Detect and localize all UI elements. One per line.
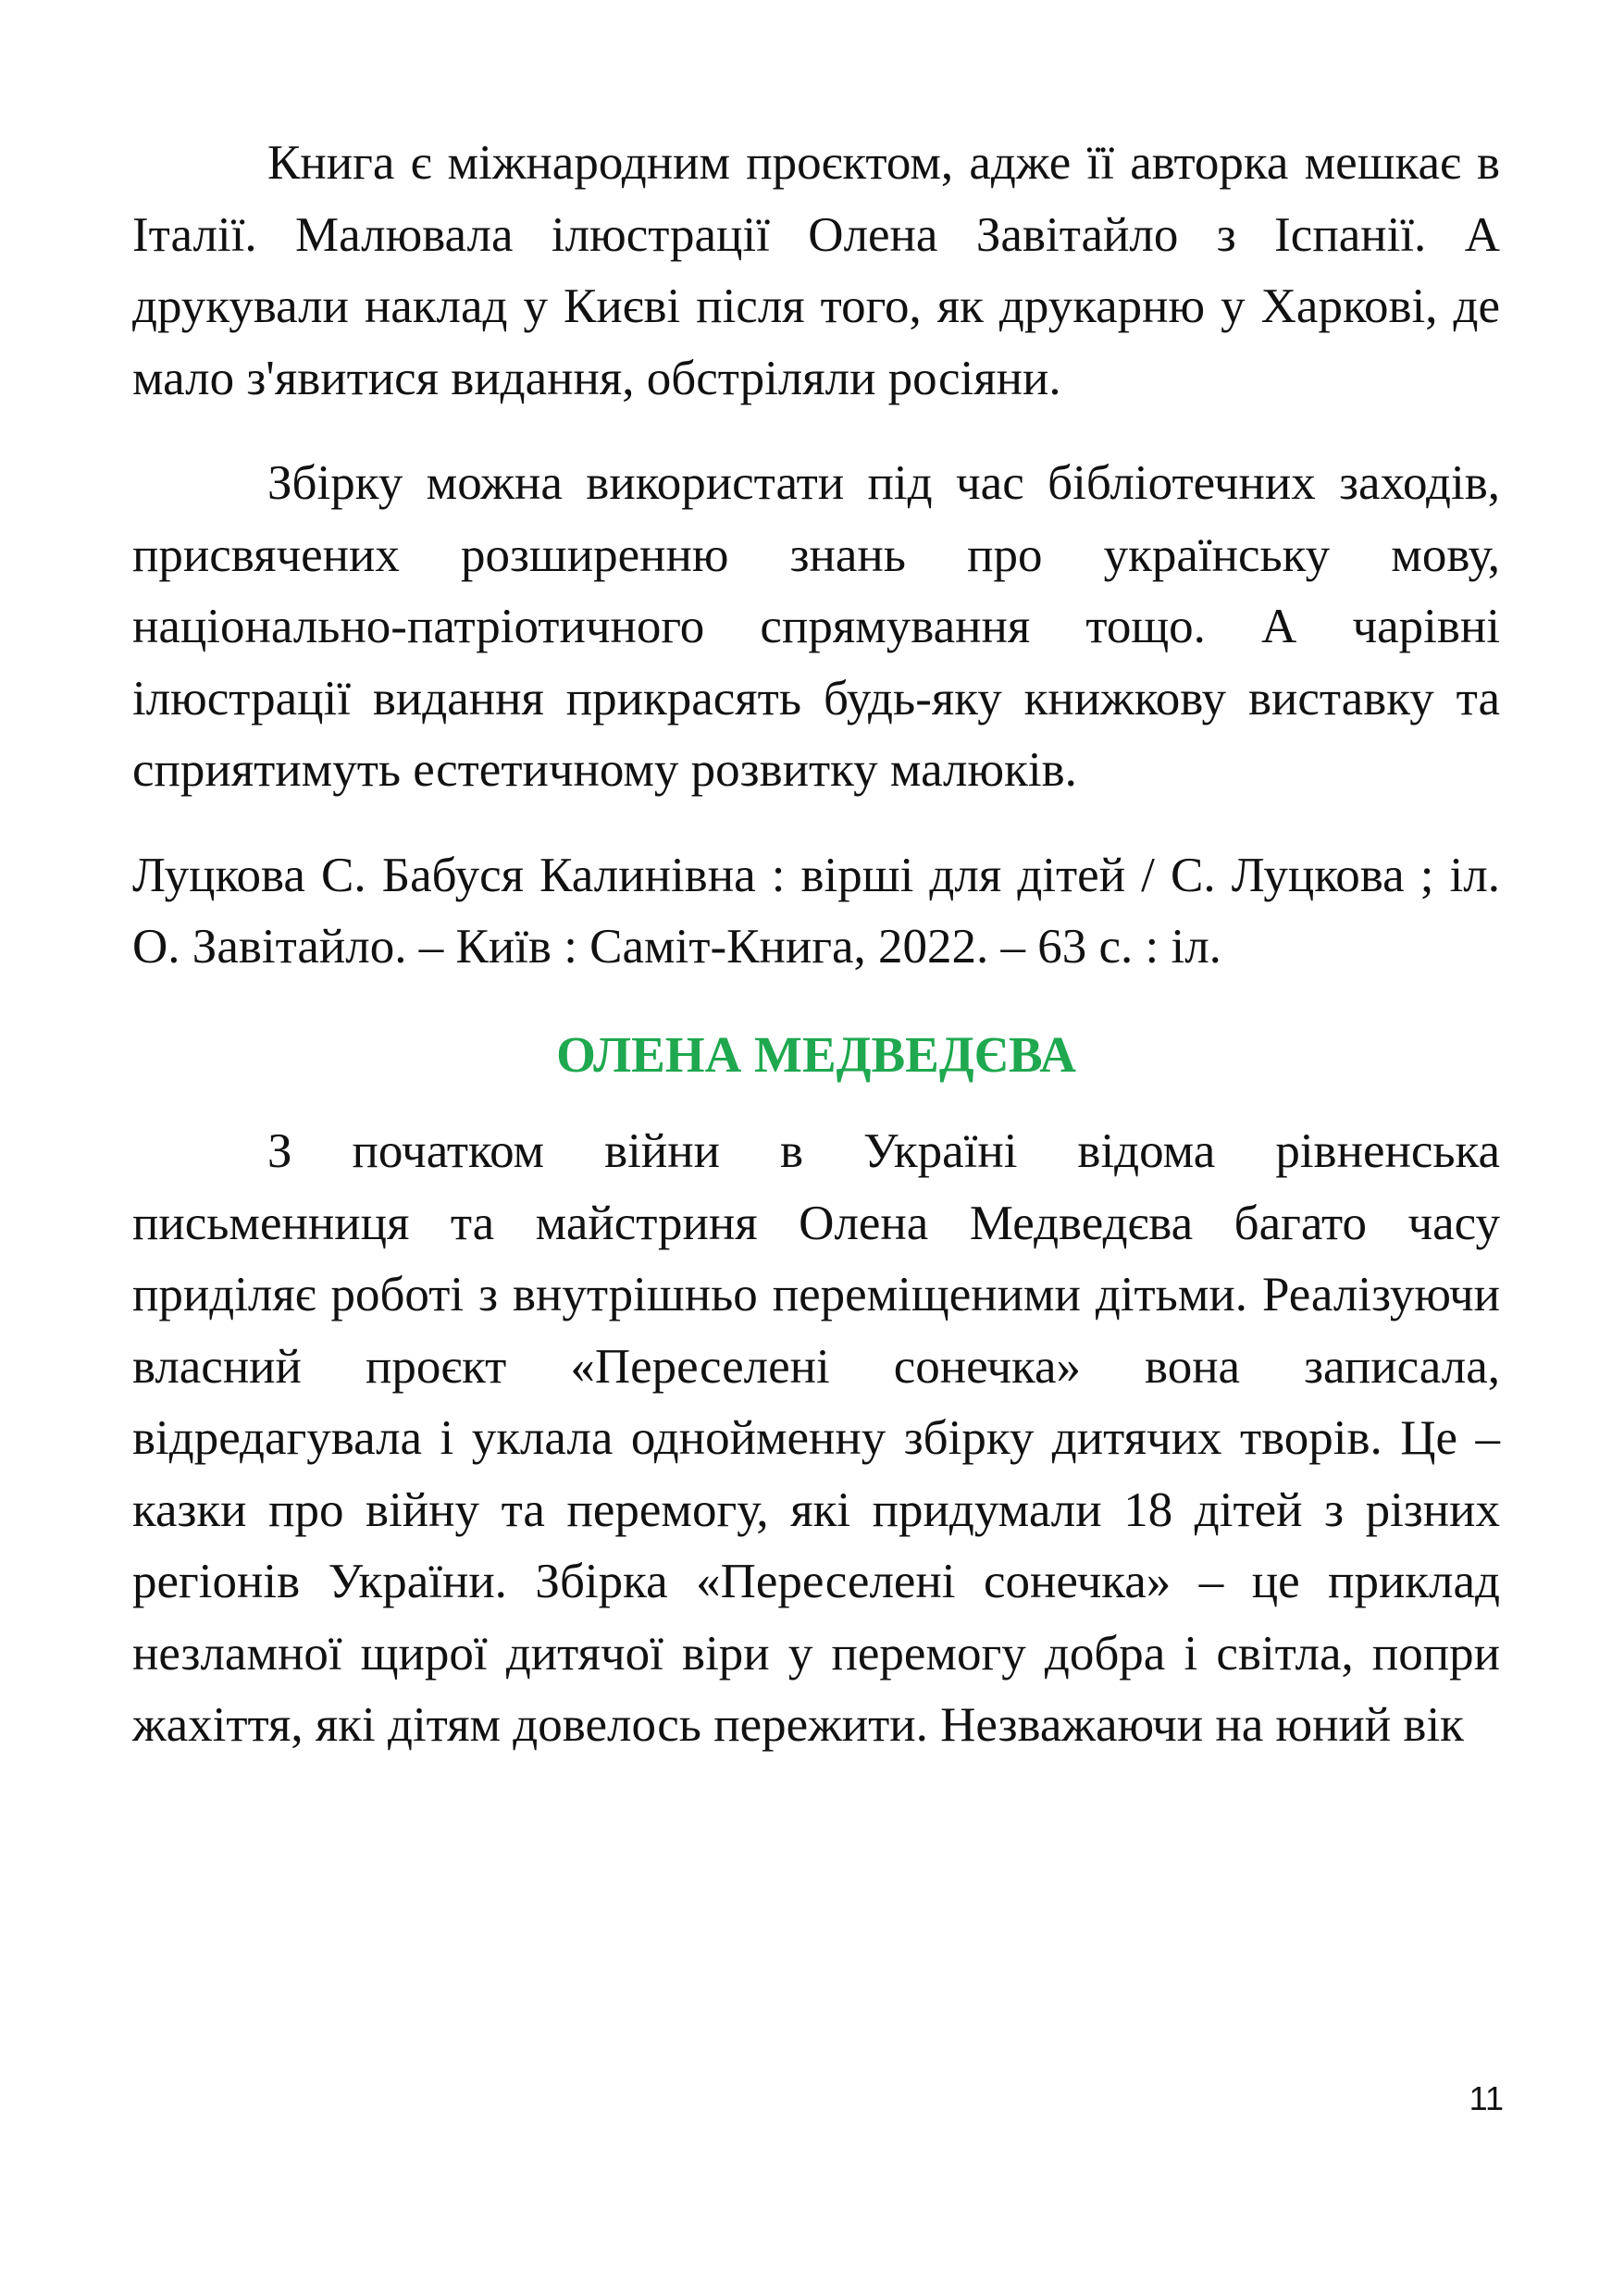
paragraph-author-medvedeva: З початком війни в Україні відома рівненська письменниця та майстриня Олена Медведєва багато часу приділяє роботі з внутрішньо переміщеними дітьми. Реалізуючи власний проєкт «Переселені сонечка» вона записала, відредагувала і уклала однойменну збірку дитячих творів. Це – казки про війну та перемогу, які придумали 18 дітей з різних регіонів України. Збірка «Переселені сонечка» – це приклад незламної щирої дитячої віри у перемогу добра і світла, попри жахіття, які дітям довелось пережити. Незважаючи на юний вік (132, 1124, 1500, 1752)
section-heading: ОЛЕНА МЕДВЕДЄВА (556, 1025, 1076, 1083)
paragraph-book-project: Книга є міжнародним проєктом, адже її авторка мешкає в Італії. Малювала ілюстрації Олена Завітайло з Іспанії. А друкували наклад у Києві після того, як друкарню у Харкові, де мало з'явитися видання, обстріляли росіяни. (132, 136, 1500, 405)
bibliographic-citation: Луцкова С. Бабуся Калинівна : вірші для дітей / С. Луцкова ; іл. О. Завітайло. – Київ : Саміт-Книга, 2022. – 63 с. : іл. (132, 848, 1500, 974)
page-content (132, 128, 1500, 1795)
page-number: 11 (1469, 2079, 1504, 2117)
paragraph-collection-usage: Збірку можна використати під час бібліотечних заходів, присвячених розширенню знань про українську мову, національно-патріотичного спрямування тощо. А чарівні ілюстрації видання прикрасять будь-яку книжкову виставку та сприятимуть естетичному розвитку малюків. (132, 456, 1500, 797)
